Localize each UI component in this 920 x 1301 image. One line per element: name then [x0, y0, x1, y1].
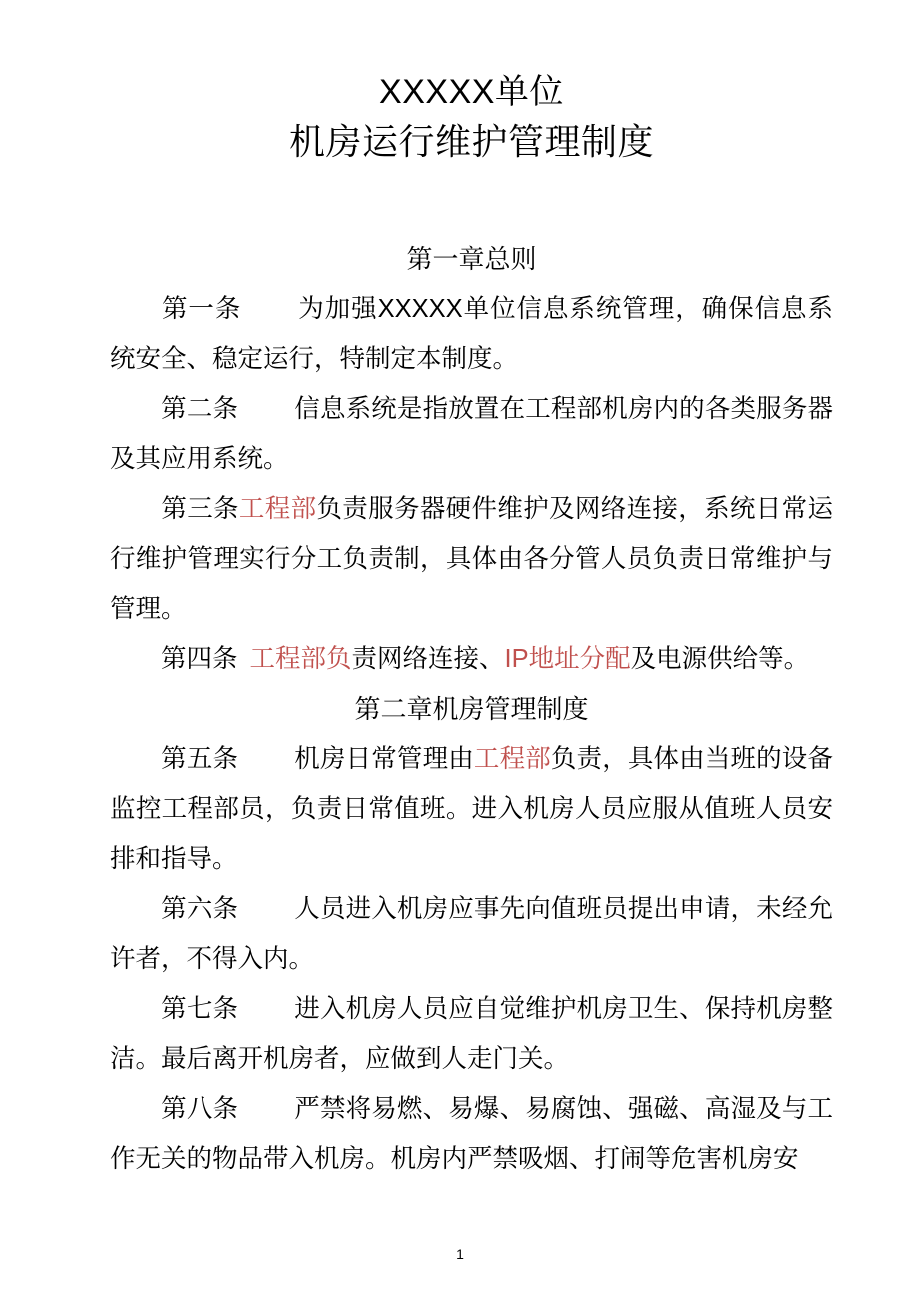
article-2-text: 信息系统是指放置在工程部机房内的各类服务器及其应用系统。: [110, 395, 833, 473]
document-title-line-2: 机房运行维护管理制度: [288, 121, 654, 162]
article-4-text-a: 责网络连接、: [351, 645, 505, 673]
article-1: [110, 284, 833, 384]
article-2-label: 第二条: [161, 395, 239, 423]
article-1-text: 为加强XXXXX单位信息系统管理，确保信息系统安全、稳定运行，特制定本制度。: [110, 295, 833, 373]
chapter-heading-1: 第一章总则: [406, 244, 537, 274]
page-number: 1: [456, 1246, 464, 1262]
article-7-text: 进入机房人员应自觉维护机房卫生、保持机房整洁。最后离开机房者，应做到人走门关。: [110, 995, 833, 1073]
article-6-text: 人员进入机房应事先向值班员提出申请，未经允许者，不得入内。: [110, 895, 833, 973]
article-7-label: 第七条: [161, 995, 239, 1023]
article-5-label: 第五条: [161, 745, 239, 773]
article-1-label: 第一条: [161, 295, 242, 323]
article-2: [110, 384, 833, 484]
article-8-text: 严禁将易燃、易爆、易腐蚀、强磁、高湿及与工作无关的物品带入机房。机房内严禁吸烟、打闹等危害机房安: [110, 1095, 833, 1173]
article-6: [110, 884, 833, 984]
article-5-text-b: 负责，具体由当班的设备监控工程部员，负责日常值班。进入机房人员应服从值班人员安排和指导。: [110, 745, 833, 873]
article-4: [110, 634, 833, 684]
article-6-label: 第六条: [161, 895, 239, 923]
chapter-heading-2: 第二章机房管理制度: [354, 694, 589, 724]
document-body: [110, 0, 833, 1184]
article-4-highlight-ip: IP地址分配: [504, 645, 631, 673]
article-5: [110, 734, 833, 884]
article-8: [110, 1084, 833, 1184]
article-8-label: 第八条: [161, 1095, 239, 1123]
article-3-highlight-dept: 工程部: [238, 495, 317, 523]
article-5-highlight-dept: 工程部: [473, 745, 551, 773]
article-7: [110, 984, 833, 1084]
article-5-text-a: 机房日常管理由: [294, 745, 474, 773]
article-3: [110, 484, 833, 634]
article-4-label: 第四条: [161, 645, 238, 673]
article-3-label: 第三条: [161, 495, 239, 523]
document-title-line-1: XXXXX单位: [379, 73, 564, 111]
article-4-text-b: 及电源供给等。: [630, 645, 810, 673]
article-3-text: 负责服务器硬件维护及网络连接，系统日常运行维护管理实行分工负责制，具体由各分管人员负责日常维护与管理。: [110, 495, 833, 623]
document-title-block: [110, 0, 833, 168]
article-4-highlight-dept: 工程部负: [249, 645, 352, 673]
